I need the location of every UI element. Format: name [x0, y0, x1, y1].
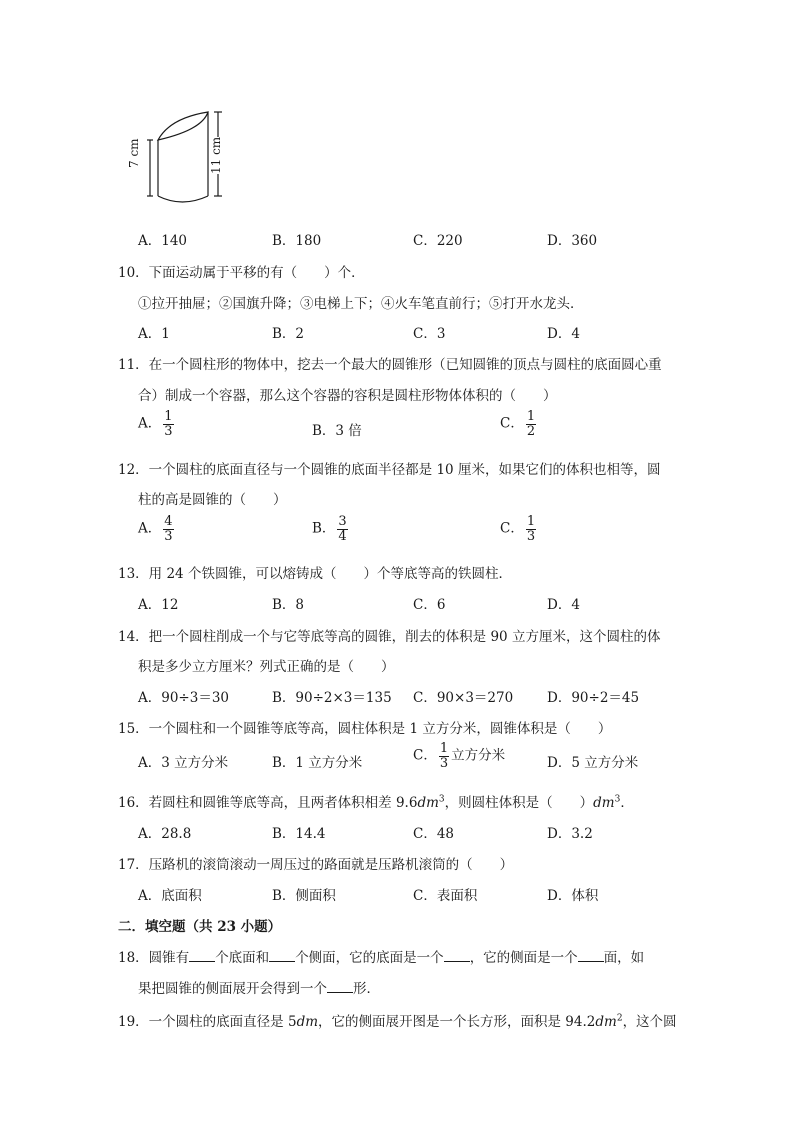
q17-stem: 17．压路机的滚筒滚动一周压过的路面就是压路机滚筒的（ ） — [118, 857, 514, 873]
q12-stem-line1: 12．一个圆柱的底面直径与一个圆锥的底面半径都是 10 厘米，如果它们的体积也相等，圆 — [118, 462, 661, 478]
answer-blank[interactable] — [327, 980, 353, 993]
answer-blank[interactable] — [578, 949, 604, 962]
q17-option-c[interactable]: C．表面积 — [413, 888, 478, 904]
q12-stem-line2: 柱的高是圆锥的（ ） — [138, 492, 287, 508]
q14-stem-line1: 14．把一个圆柱削成一个与它等底等高的圆锥，削去的体积是 90 立方厘米，这个圆柱的体 — [118, 629, 661, 645]
q9-option-c[interactable]: C．220 — [413, 233, 463, 249]
q11-option-b[interactable]: B．3 倍 — [312, 423, 362, 439]
q10-option-d[interactable]: D．4 — [547, 326, 580, 342]
fraction: $\frac{4}{3}$ — [164, 514, 173, 544]
answer-blank[interactable] — [444, 949, 470, 962]
q11-option-c[interactable]: C． $\frac{1}{2}$ — [500, 409, 536, 439]
q17-option-d[interactable]: D．体积 — [547, 888, 599, 904]
q13-option-a[interactable]: A．12 — [138, 597, 179, 613]
q11-option-a[interactable]: A． $\frac{1}{3}$ — [138, 409, 173, 439]
q14-option-c[interactable]: C．90×3＝270 — [413, 690, 514, 706]
q11-stem-line2: 合）制成一个容器，那么这个容器的容积是圆柱形物体体积的（ ） — [138, 388, 557, 404]
answer-blank[interactable] — [269, 949, 295, 962]
fraction: $\frac{1}{3}$ — [439, 741, 449, 771]
q16-option-b[interactable]: B．14.4 — [272, 826, 326, 842]
q12-option-a[interactable]: A． $\frac{4}{3}$ — [138, 514, 173, 544]
q11-stem-line1: 11．在一个圆柱形的物体中，挖去一个最大的圆锥形（已知圆锥的顶点与圆柱的底面圆心重 — [118, 357, 662, 373]
q12-option-b[interactable]: B． $\frac{3}{4}$ — [312, 514, 347, 544]
q16-stem: 16．若圆柱和圆锥等底等高，且两者体积相差 $9.6dm^3$，则圆柱体积是（ ）$dm^3$． — [118, 794, 634, 811]
q14-option-a[interactable]: A．90÷3＝30 — [138, 690, 230, 706]
q13-option-b[interactable]: B．8 — [272, 597, 305, 613]
figure-label-7cm: 7 cm — [127, 138, 141, 168]
q14-option-d[interactable]: D．90÷2＝45 — [547, 690, 640, 706]
q16-option-c[interactable]: C．48 — [413, 826, 455, 842]
fraction: $\frac{3}{4}$ — [338, 514, 347, 544]
q13-option-d[interactable]: D．4 — [547, 597, 580, 613]
q15-option-c[interactable]: C． $\frac{1}{3}$ 立方分米 — [413, 741, 506, 771]
q10-sub: ①拉开抽屉；②国旗升降；③电梯上下；④火车笔直前行；⑤打开水龙头． — [138, 296, 584, 312]
q14-stem-line2: 积是多少立方厘米？列式正确的是（ ） — [138, 659, 395, 675]
q17-option-b[interactable]: B．侧面积 — [272, 888, 336, 904]
q9-option-a[interactable]: A．140 — [138, 233, 188, 249]
q9-option-d[interactable]: D．360 — [547, 233, 598, 249]
q17-option-a[interactable]: A．底面积 — [138, 888, 202, 904]
q16-option-d[interactable]: D．3.2 — [547, 826, 593, 842]
q15-option-d[interactable]: D．5 立方分米 — [547, 755, 639, 771]
q15-option-b[interactable]: B．1 立方分米 — [272, 755, 363, 771]
q12-option-c[interactable]: C． $\frac{1}{3}$ — [500, 514, 536, 544]
cylinder-figure — [140, 108, 240, 213]
section-heading-fill-in: 二．填空题（共 23 小题） — [118, 919, 282, 935]
q10-stem: 10．下面运动属于平移的有（ ）个． — [118, 265, 365, 281]
q15-option-a[interactable]: A．3 立方分米 — [138, 755, 229, 771]
q10-option-a[interactable]: A．1 — [138, 326, 170, 342]
q15-stem: 15．一个圆柱和一个圆锥等底等高，圆柱体积是 1 立方分米，圆锥体积是（ ） — [118, 721, 612, 737]
answer-blank[interactable] — [189, 949, 215, 962]
figure-label-11cm: 11 cm — [209, 136, 223, 174]
q13-option-c[interactable]: C．6 — [413, 597, 446, 613]
q10-option-b[interactable]: B．2 — [272, 326, 305, 342]
fraction: $\frac{1}{3}$ — [526, 514, 536, 544]
fraction: $\frac{1}{3}$ — [164, 409, 173, 439]
q18-stem-line1: 18．圆锥有 个底面和 个侧面，它的底面是一个 ，它的侧面是一个 面，如 — [118, 950, 645, 966]
q19-stem: 19．一个圆柱的底面直径是 5dm，它的侧面展开图是一个长方形，面积是 $94.2dm^2$，这个圆 — [118, 1013, 677, 1030]
q18-stem-line2: 果把圆锥的侧面展开会得到一个 形． — [138, 981, 380, 997]
q14-option-b[interactable]: B．90÷2×3＝135 — [272, 690, 392, 706]
q10-option-c[interactable]: C．3 — [413, 326, 446, 342]
q9-option-b[interactable]: B．180 — [272, 233, 322, 249]
q16-option-a[interactable]: A．28.8 — [138, 826, 192, 842]
fraction: $\frac{1}{2}$ — [526, 409, 536, 439]
q13-stem: 13．用 24 个铁圆锥，可以熔铸成（ ）个等底等高的铁圆柱． — [118, 566, 512, 582]
